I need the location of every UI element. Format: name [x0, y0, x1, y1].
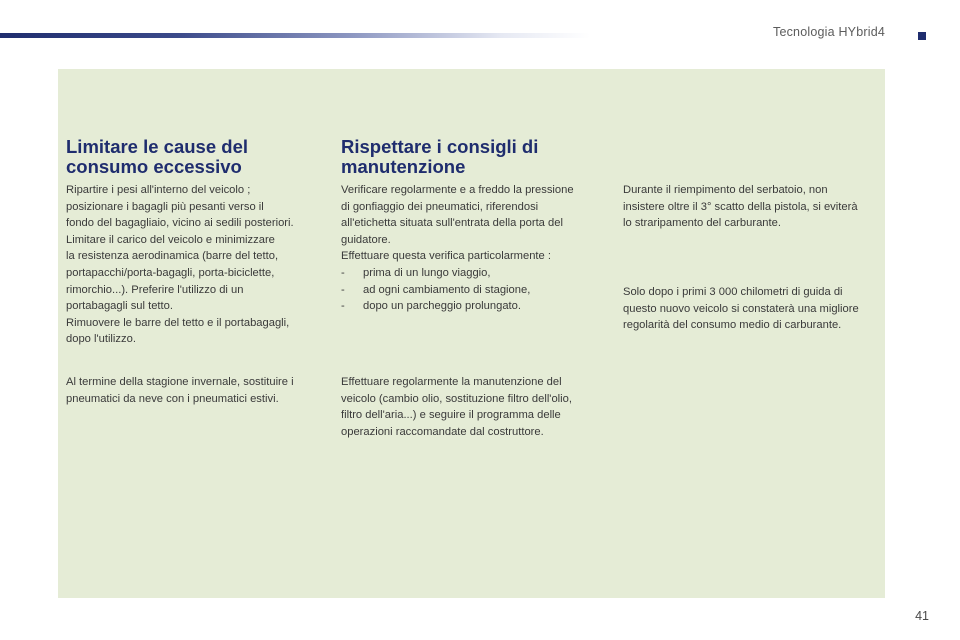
paragraph-load-distribution: Ripartire i pesi all'interno del veicolo ; posizionare i bagagli più pesanti verso il fondo del bagagliaio, vicino ai sedili posteriori. Limitare il carico del veicolo e minimizzare la resistenza aerodinamica (barre del tetto, portapacchi/porta-bagagli, porta-biciclette, rimorchio...). Preferire l'utilizzo di un portabagagli sul tetto. Rimuovere le barre del tetto e il portabagagli, dopo l'utilizzo.	[66, 184, 294, 346]
page-number: 41	[915, 609, 929, 623]
header-square-marker	[918, 32, 926, 40]
list-item: - prima di un lungo viaggio,	[341, 267, 491, 279]
heading-excess-consumption: Limitare le cause del consumo eccessivo	[66, 136, 249, 177]
list-item: - ad ogni cambiamento di stagione,	[341, 283, 531, 296]
check-occasions-list	[341, 265, 606, 315]
list-item: - dopo un parcheggio prolungato.	[341, 300, 521, 313]
heading-maintenance-advice: Rispettare i consigli di manutenzione	[341, 136, 539, 177]
paragraph-regular-maintenance: Effettuare regolarmente la manutenzione del veicolo (cambio olio, sostituzione filtro dell'olio, filtro dell'aria...) e seguire il programma delle operazioni raccomandate dal costruttore.	[341, 376, 572, 438]
section-title: Tecnologia HYbrid4	[773, 25, 885, 39]
paragraph-tyre-pressure: Verificare regolarmente e a freddo la pressione di gonfiaggio dei pneumatici, riferendosi all'etichetta situata sull'entrata della porta del guidatore. Effettuare questa verifica particolarmente :	[341, 184, 574, 263]
paragraph-refuelling: Durante il riempimento del serbatoio, non insistere oltre il 3° scatto della pistola, si eviterà lo straripamento del carburante.	[623, 184, 858, 230]
paragraph-tyre-season: Al termine della stagione invernale, sostituire i pneumatici da neve con i pneumatici estivi.	[66, 376, 294, 405]
paragraph-break-in-consumption: Solo dopo i primi 3 000 chilometri di guida di questo nuovo veicolo si constaterà una migliore regolarità del consumo medio di carburante.	[623, 286, 859, 332]
header-gradient-bar	[0, 33, 590, 38]
